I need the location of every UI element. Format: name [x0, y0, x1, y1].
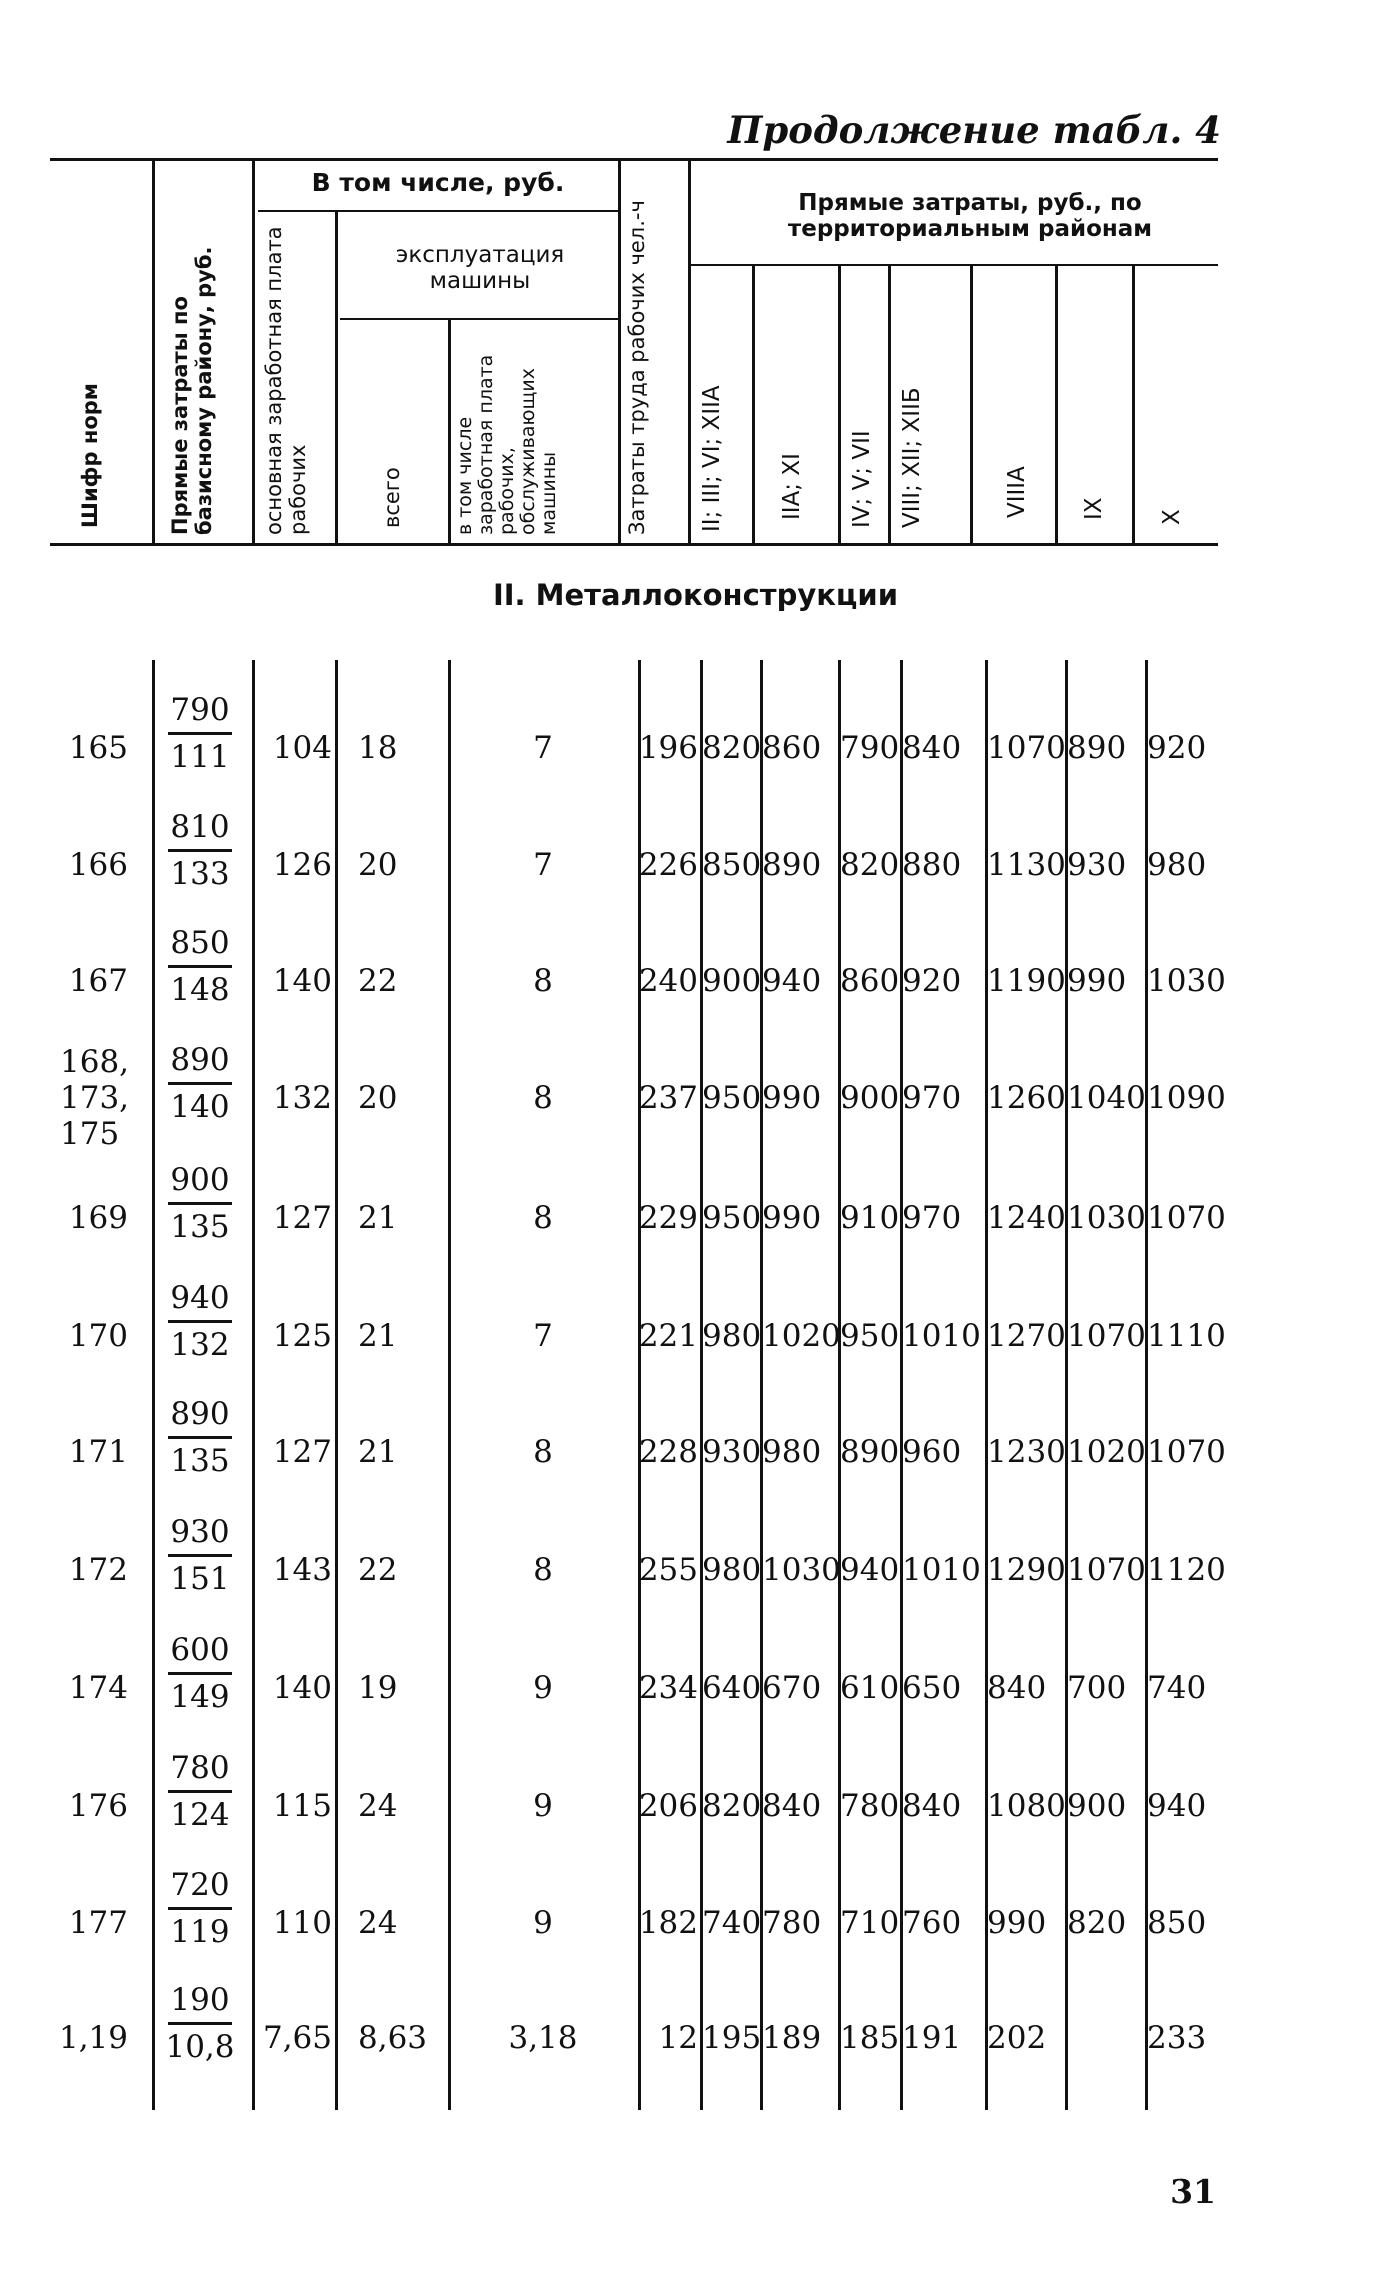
- continuation-caption: Продолжение табл. 4: [727, 108, 1221, 152]
- region-cost-cell: 710: [840, 1905, 900, 1941]
- fraction-denominator: 135: [170, 1209, 230, 1245]
- region-cost-cell: 940: [762, 963, 822, 999]
- region-cost-cell: 910: [840, 1200, 900, 1236]
- region-cost-cell: 740: [1147, 1670, 1207, 1706]
- header-labor: [625, 165, 649, 535]
- fraction-bar: [168, 965, 232, 968]
- direct-cost-fraction: [160, 925, 240, 1008]
- region-cost-cell: 990: [762, 1080, 822, 1116]
- direct-cost-fraction: [160, 1280, 240, 1363]
- fraction-bar: [168, 1082, 232, 1085]
- fraction-numerator: 790: [170, 692, 230, 728]
- labor-cell: 206: [638, 1788, 698, 1824]
- region-cost-cell: 850: [702, 847, 762, 883]
- header-region-4: VIII; XII; XIIБ: [899, 387, 925, 528]
- fraction-numerator: 930: [170, 1514, 230, 1550]
- machines-wages-cell: 7: [533, 847, 553, 883]
- region-cost-cell: 1270: [987, 1318, 1066, 1354]
- machines-total-cell: 8,63: [358, 2020, 428, 2056]
- region-cost-cell: 1090: [1147, 1080, 1226, 1116]
- body-col-rule: [152, 660, 155, 2110]
- fraction-numerator: 850: [170, 925, 230, 961]
- machines-wages-cell: 3,18: [508, 2020, 578, 2056]
- fraction-denominator: 132: [170, 1327, 230, 1363]
- region-cost-cell: 1260: [987, 1080, 1066, 1116]
- region-cost-cell: 1070: [1067, 1318, 1146, 1354]
- region-cost-cell: 1030: [1147, 963, 1226, 999]
- wages-cell: 125: [272, 1318, 332, 1354]
- region-cost-cell: 1030: [762, 1552, 841, 1588]
- header-col-rule: [838, 266, 841, 543]
- header-wages: [262, 215, 310, 535]
- header-machines-wages-text: в том числе заработная плата рабочих, обслуживающих машины: [454, 354, 560, 535]
- region-cost-cell: 990: [987, 1905, 1047, 1941]
- region-cost-cell: 860: [762, 730, 822, 766]
- region-cost-cell: 1230: [987, 1434, 1066, 1470]
- fraction-denominator: 119: [170, 1914, 230, 1950]
- machines-total-cell: 21: [358, 1200, 398, 1236]
- region-cost-cell: 990: [762, 1200, 822, 1236]
- body-col-rule: [335, 660, 338, 2110]
- wages-cell: 127: [272, 1200, 332, 1236]
- region-cost-cell: 940: [1147, 1788, 1207, 1824]
- region-cost-cell: 820: [840, 847, 900, 883]
- header-region-3: IV; V; VII: [849, 430, 875, 528]
- fraction-numerator: 940: [170, 1280, 230, 1316]
- region-cost-cell: 760: [902, 1905, 962, 1941]
- region-cost-cell: 189: [762, 2020, 822, 2056]
- machines-total-cell: 21: [358, 1434, 398, 1470]
- machines-wages-cell: 8: [533, 1200, 553, 1236]
- row-code: 176: [68, 1788, 128, 1824]
- region-cost-cell: 940: [840, 1552, 900, 1588]
- region-cost-cell: 640: [702, 1670, 762, 1706]
- region-cost-cell: 840: [987, 1670, 1047, 1706]
- region-cost-cell: 900: [1067, 1788, 1127, 1824]
- header-labor-text: Затраты труда рабочих чел.-ч: [625, 200, 649, 535]
- machines-total-cell: 22: [358, 963, 398, 999]
- header-col-rule: [970, 266, 973, 543]
- header-col-rule: [335, 212, 338, 543]
- labor-cell: 226: [638, 847, 698, 883]
- region-cost-cell: 1040: [1067, 1080, 1146, 1116]
- direct-cost-fraction: [160, 1042, 240, 1125]
- region-cost-cell: 1240: [987, 1200, 1066, 1236]
- fraction-denominator: 10,8: [165, 2029, 235, 2065]
- region-cost-cell: 900: [840, 1080, 900, 1116]
- wages-cell: 104: [272, 730, 332, 766]
- machines-total-cell: 20: [358, 847, 398, 883]
- region-cost-cell: 820: [1067, 1905, 1127, 1941]
- header-col-rule: [152, 160, 155, 543]
- machines-total-cell: 19: [358, 1670, 398, 1706]
- wages-cell: 143: [272, 1552, 332, 1588]
- header-bottom-rule: [50, 543, 1218, 546]
- region-cost-cell: 1030: [1067, 1200, 1146, 1236]
- fraction-bar: [168, 1320, 232, 1323]
- header-col-rule: [752, 266, 755, 543]
- header-top-rule: [50, 158, 1218, 161]
- region-cost-cell: 880: [902, 847, 962, 883]
- region-cost-cell: 890: [840, 1434, 900, 1470]
- wages-cell: 115: [272, 1788, 332, 1824]
- labor-cell: 228: [638, 1434, 698, 1470]
- region-cost-cell: 980: [762, 1434, 822, 1470]
- wages-cell: 132: [272, 1080, 332, 1116]
- header-region-2: IIA; XI: [779, 453, 805, 520]
- region-cost-cell: 930: [1067, 847, 1127, 883]
- direct-cost-fraction: [160, 692, 240, 775]
- fraction-numerator: 900: [170, 1162, 230, 1198]
- region-cost-cell: 1080: [987, 1788, 1066, 1824]
- fraction-numerator: 720: [170, 1867, 230, 1903]
- direct-cost-fraction: [160, 1514, 240, 1597]
- machines-wages-cell: 7: [533, 1318, 553, 1354]
- region-cost-cell: 780: [762, 1905, 822, 1941]
- machines-wages-cell: 8: [533, 963, 553, 999]
- header-region-5: VIIIA: [1004, 466, 1030, 518]
- header-direct-base: [168, 165, 216, 535]
- region-cost-cell: 820: [702, 1788, 762, 1824]
- region-cost-cell: 202: [987, 2020, 1047, 2056]
- machines-wages-cell: 8: [533, 1552, 553, 1588]
- labor-cell: 234: [638, 1670, 698, 1706]
- region-cost-cell: 1070: [1147, 1434, 1226, 1470]
- row-code: 167: [68, 963, 128, 999]
- direct-cost-fraction: [160, 1632, 240, 1715]
- row-code: 165: [68, 730, 128, 766]
- page-number: 31: [1170, 2172, 1216, 2211]
- region-cost-cell: 195: [702, 2020, 762, 2056]
- row-code: 1,19: [58, 2020, 128, 2056]
- region-cost-cell: 740: [702, 1905, 762, 1941]
- region-cost-cell: 920: [902, 963, 962, 999]
- wages-cell: 127: [272, 1434, 332, 1470]
- fraction-bar: [168, 2022, 232, 2025]
- region-cost-cell: 890: [762, 847, 822, 883]
- region-cost-cell: 1190: [987, 963, 1066, 999]
- region-cost-cell: 1020: [1067, 1434, 1146, 1470]
- region-cost-cell: 1070: [1067, 1552, 1146, 1588]
- region-cost-cell: 191: [902, 2020, 962, 2056]
- fraction-bar: [168, 1790, 232, 1793]
- section-title: II. Металлоконструкции: [492, 578, 899, 612]
- fraction-numerator: 810: [170, 809, 230, 845]
- region-cost-cell: 890: [1067, 730, 1127, 766]
- header-col-rule: [1055, 266, 1058, 543]
- machines-total-cell: 21: [358, 1318, 398, 1354]
- fraction-bar: [168, 1202, 232, 1205]
- machines-wages-cell: 9: [533, 1905, 553, 1941]
- wages-cell: 140: [272, 963, 332, 999]
- fraction-numerator: 890: [170, 1042, 230, 1078]
- header-including: В том числе, руб.: [311, 168, 565, 197]
- labor-cell: 237: [638, 1080, 698, 1116]
- header-col-rule: [448, 320, 451, 543]
- fraction-bar: [168, 849, 232, 852]
- direct-cost-fraction: [160, 1162, 240, 1245]
- row-code: 177: [68, 1905, 128, 1941]
- region-cost-cell: 1120: [1147, 1552, 1226, 1588]
- machines-wages-cell: 8: [533, 1434, 553, 1470]
- region-cost-cell: 233: [1147, 2020, 1207, 2056]
- region-cost-cell: 950: [702, 1200, 762, 1236]
- region-cost-cell: 1130: [987, 847, 1066, 883]
- region-cost-cell: 930: [702, 1434, 762, 1470]
- region-cost-cell: 700: [1067, 1670, 1127, 1706]
- fraction-bar: [168, 1907, 232, 1910]
- region-cost-cell: 1070: [987, 730, 1066, 766]
- region-cost-cell: 840: [902, 1788, 962, 1824]
- row-code: 168, 173, 175: [60, 1044, 130, 1152]
- fraction-numerator: 190: [170, 1982, 230, 2018]
- machines-wages-cell: 7: [533, 730, 553, 766]
- including-rule: [258, 210, 618, 212]
- region-cost-cell: 1110: [1147, 1318, 1226, 1354]
- fraction-denominator: 135: [170, 1443, 230, 1479]
- region-cost-cell: 1020: [762, 1318, 841, 1354]
- machines-wages-cell: 9: [533, 1670, 553, 1706]
- fraction-denominator: 148: [170, 972, 230, 1008]
- row-code: 174: [68, 1670, 128, 1706]
- fraction-denominator: 140: [170, 1089, 230, 1125]
- machines-total-cell: 24: [358, 1905, 398, 1941]
- row-code: 166: [68, 847, 128, 883]
- region-cost-cell: 1290: [987, 1552, 1066, 1588]
- fraction-denominator: 124: [170, 1797, 230, 1833]
- header-region-6: IX: [1081, 497, 1107, 520]
- wages-cell: 110: [272, 1905, 332, 1941]
- region-cost-cell: 900: [702, 963, 762, 999]
- machines-total-cell: 22: [358, 1552, 398, 1588]
- fraction-bar: [168, 1436, 232, 1439]
- labor-cell: 182: [638, 1905, 698, 1941]
- region-cost-cell: 970: [902, 1080, 962, 1116]
- header-wages-text: основная заработная плата рабочих: [262, 226, 310, 535]
- header-col-rule: [888, 266, 891, 543]
- region-cost-cell: 970: [902, 1200, 962, 1236]
- region-cost-cell: 980: [702, 1318, 762, 1354]
- region-cost-cell: 610: [840, 1670, 900, 1706]
- direct-cost-fraction: [160, 1867, 240, 1950]
- header-machines-wages: [455, 335, 560, 535]
- row-code: 171: [68, 1434, 128, 1470]
- header-region-7: X: [1159, 509, 1185, 525]
- fraction-denominator: 133: [170, 856, 230, 892]
- header-region-1: II; III; VI; XIIA: [699, 385, 725, 532]
- labor-cell: 196: [638, 730, 698, 766]
- header-col-rule: [688, 160, 691, 543]
- direct-cost-fraction: [160, 1982, 240, 2065]
- region-cost-cell: 840: [762, 1788, 822, 1824]
- row-code: 170: [68, 1318, 128, 1354]
- region-cost-cell: 950: [702, 1080, 762, 1116]
- machines-wages-cell: 9: [533, 1788, 553, 1824]
- header-regions-title: Прямые затраты, руб., по территориальным районам: [787, 190, 1153, 242]
- region-cost-cell: 960: [902, 1434, 962, 1470]
- wages-cell: 7,65: [262, 2020, 332, 2056]
- regions-rule: [690, 264, 1218, 266]
- region-cost-cell: 920: [1147, 730, 1207, 766]
- fraction-bar: [168, 1672, 232, 1675]
- direct-cost-fraction: [160, 809, 240, 892]
- header-code: Шифр норм: [78, 383, 102, 528]
- region-cost-cell: 780: [840, 1788, 900, 1824]
- region-cost-cell: 980: [1147, 847, 1207, 883]
- region-cost-cell: 670: [762, 1670, 822, 1706]
- fraction-numerator: 600: [170, 1632, 230, 1668]
- header-col-rule: [618, 160, 621, 543]
- header-col-rule: [252, 160, 255, 543]
- region-cost-cell: 790: [840, 730, 900, 766]
- header-col-rule: [1132, 266, 1135, 543]
- region-cost-cell: 185: [840, 2020, 900, 2056]
- fraction-numerator: 890: [170, 1396, 230, 1432]
- machines-total-cell: 24: [358, 1788, 398, 1824]
- region-cost-cell: 860: [840, 963, 900, 999]
- labor-cell: 255: [638, 1552, 698, 1588]
- direct-cost-fraction: [160, 1750, 240, 1833]
- region-cost-cell: 850: [1147, 1905, 1207, 1941]
- header-machines: эксплуатация машины: [395, 242, 565, 294]
- machines-total-cell: 18: [358, 730, 398, 766]
- region-cost-cell: 980: [702, 1552, 762, 1588]
- labor-cell: 12: [658, 2020, 698, 2056]
- fraction-denominator: 149: [170, 1679, 230, 1715]
- direct-cost-fraction: [160, 1396, 240, 1479]
- row-code: 169: [68, 1200, 128, 1236]
- labor-cell: 229: [638, 1200, 698, 1236]
- region-cost-cell: 950: [840, 1318, 900, 1354]
- region-cost-cell: 1010: [902, 1318, 981, 1354]
- fraction-numerator: 780: [170, 1750, 230, 1786]
- wages-cell: 140: [272, 1670, 332, 1706]
- region-cost-cell: 990: [1067, 963, 1127, 999]
- header-machines-total: всего: [380, 467, 404, 528]
- fraction-denominator: 151: [170, 1561, 230, 1597]
- row-code: 172: [68, 1552, 128, 1588]
- fraction-bar: [168, 1554, 232, 1557]
- labor-cell: 240: [638, 963, 698, 999]
- machines-wages-cell: 8: [533, 1080, 553, 1116]
- labor-cell: 221: [638, 1318, 698, 1354]
- region-cost-cell: 820: [702, 730, 762, 766]
- machines-rule: [340, 318, 618, 320]
- wages-cell: 126: [272, 847, 332, 883]
- machines-total-cell: 20: [358, 1080, 398, 1116]
- region-cost-cell: 840: [902, 730, 962, 766]
- header-direct-base-text: Прямые затраты по базисному району, руб.: [168, 246, 216, 535]
- region-cost-cell: 1010: [902, 1552, 981, 1588]
- fraction-denominator: 111: [170, 739, 230, 775]
- region-cost-cell: 1070: [1147, 1200, 1226, 1236]
- fraction-bar: [168, 732, 232, 735]
- region-cost-cell: 650: [902, 1670, 962, 1706]
